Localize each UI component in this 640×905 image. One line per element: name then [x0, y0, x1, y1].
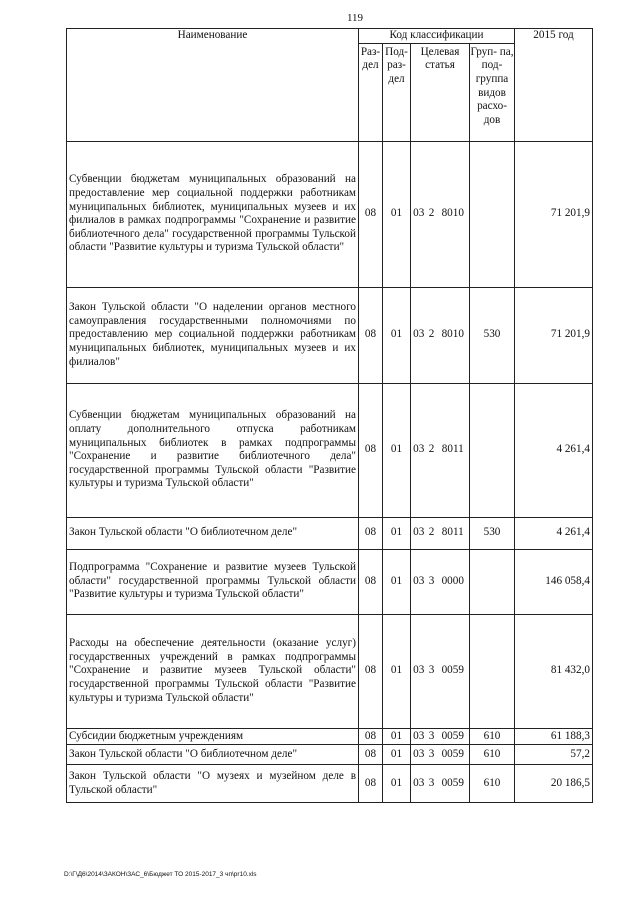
- row-cs-code: 8010: [437, 287, 470, 383]
- row-vid-rashodov: 610: [470, 745, 515, 765]
- row-cs-subprogram: 3: [427, 614, 437, 728]
- row-podrazdel: 01: [383, 728, 411, 745]
- table-row: [67, 728, 593, 745]
- row-vid-rashodov: [470, 141, 515, 287]
- row-cs-code: 0059: [437, 728, 470, 745]
- row-amount: 57,2: [515, 745, 593, 765]
- row-cs-subprogram: 2: [427, 517, 437, 549]
- row-name: Субсидии бюджетным учреждениям: [67, 728, 359, 745]
- row-razdel: 08: [359, 517, 383, 549]
- row-name: Закон Тульской области "О библиотечном деле": [67, 517, 359, 549]
- row-cs-subprogram: 3: [427, 549, 437, 614]
- header-name: Наименование: [67, 29, 359, 142]
- row-razdel: 08: [359, 287, 383, 383]
- row-cs-code: 8010: [437, 141, 470, 287]
- row-vid-rashodov: 610: [470, 728, 515, 745]
- row-name: Закон Тульской области "О музеях и музейном деле в Тульской области": [67, 765, 359, 803]
- row-podrazdel: 01: [383, 549, 411, 614]
- row-razdel: 08: [359, 141, 383, 287]
- row-cs-program: 03: [411, 728, 427, 745]
- row-amount: 61 188,3: [515, 728, 593, 745]
- row-razdel: 08: [359, 765, 383, 803]
- header-classification: Код классификации: [359, 29, 515, 44]
- row-cs-subprogram: 3: [427, 745, 437, 765]
- header-gruppa: Груп- па, под- группа видов расхо- дов: [470, 43, 515, 141]
- row-name: Закон Тульской области "О библиотечном деле": [67, 745, 359, 765]
- row-cs-program: 03: [411, 141, 427, 287]
- header-razdel: Раз- дел: [359, 43, 383, 141]
- row-razdel: 08: [359, 745, 383, 765]
- row-amount: 4 261,4: [515, 517, 593, 549]
- row-cs-code: 0059: [437, 745, 470, 765]
- row-cs-program: 03: [411, 287, 427, 383]
- row-amount: 81 432,0: [515, 614, 593, 728]
- row-cs-program: 03: [411, 517, 427, 549]
- row-podrazdel: 01: [383, 745, 411, 765]
- row-razdel: 08: [359, 728, 383, 745]
- row-vid-rashodov: 610: [470, 765, 515, 803]
- header-podrazdel: Под- раз- дел: [383, 43, 411, 141]
- row-name: Субвенции бюджетам муниципальных образований на оплату дополнительного отпуска работникам муниципальных библиотек в рамках подпрограммы "Сохранение и развитие библиотечного дела" государственной программы Тульской области "Развитие культуры и туризма Тульской области": [67, 383, 359, 517]
- row-amount: 71 201,9: [515, 287, 593, 383]
- row-razdel: 08: [359, 383, 383, 517]
- row-cs-code: 0059: [437, 765, 470, 803]
- header-celevaya: Целевая статья: [411, 43, 470, 141]
- row-name: Подпрограмма "Сохранение и развитие музеев Тульской области" государственной программы Тульской области "Развитие культуры и туризма Тульской области": [67, 549, 359, 614]
- row-amount: 146 058,4: [515, 549, 593, 614]
- row-podrazdel: 01: [383, 141, 411, 287]
- row-vid-rashodov: [470, 549, 515, 614]
- row-cs-program: 03: [411, 765, 427, 803]
- row-cs-subprogram: 2: [427, 383, 437, 517]
- table-row: [67, 383, 593, 517]
- row-vid-rashodov: 530: [470, 517, 515, 549]
- row-name: Расходы на обеспечение деятельности (оказание услуг) государственных учреждений в рамках подпрограммы "Сохранение и развитие музеев Тульской области" государственной программы Тульской области "Развитие культуры и туризма Тульской области": [67, 614, 359, 728]
- row-cs-code: 8011: [437, 383, 470, 517]
- row-podrazdel: 01: [383, 614, 411, 728]
- row-cs-subprogram: 3: [427, 765, 437, 803]
- row-podrazdel: 01: [383, 383, 411, 517]
- table-row: [67, 287, 593, 383]
- header-row-top: [67, 29, 593, 44]
- table-row: [67, 765, 593, 803]
- table-row: [67, 549, 593, 614]
- row-vid-rashodov: 530: [470, 287, 515, 383]
- budget-table: [66, 28, 593, 803]
- row-cs-program: 03: [411, 614, 427, 728]
- file-path-footer: D:\Г\Д6\2014\ЗАКОН\ЗАС_6\Бюджет ТО 2015-2017_3 чп\pr10.xls: [64, 871, 257, 878]
- row-amount: 4 261,4: [515, 383, 593, 517]
- row-name: Закон Тульской области "О наделении органов местного самоуправления государственными полномочиями по предоставлению мер социальной поддержки работникам муниципальных библиотек, муниципальных музеев и их филиалов": [67, 287, 359, 383]
- row-cs-subprogram: 2: [427, 141, 437, 287]
- row-podrazdel: 01: [383, 765, 411, 803]
- row-podrazdel: 01: [383, 287, 411, 383]
- table-row: [67, 517, 593, 549]
- row-vid-rashodov: [470, 383, 515, 517]
- row-razdel: 08: [359, 614, 383, 728]
- row-cs-program: 03: [411, 745, 427, 765]
- row-razdel: 08: [359, 549, 383, 614]
- row-cs-code: 8011: [437, 517, 470, 549]
- table-row: [67, 141, 593, 287]
- row-vid-rashodov: [470, 614, 515, 728]
- row-podrazdel: 01: [383, 517, 411, 549]
- table-body: [67, 141, 593, 803]
- row-cs-program: 03: [411, 383, 427, 517]
- page-number: 119: [346, 12, 364, 24]
- row-cs-subprogram: 2: [427, 287, 437, 383]
- row-cs-subprogram: 3: [427, 728, 437, 745]
- row-amount: 71 201,9: [515, 141, 593, 287]
- row-cs-program: 03: [411, 549, 427, 614]
- table-row: [67, 745, 593, 765]
- row-cs-code: 0000: [437, 549, 470, 614]
- row-name: Субвенции бюджетам муниципальных образований на предоставление мер социальной поддержки работникам муниципальных библиотек, муниципальных музеев и их филиалов в рамках подпрограммы "Сохранение и развитие библиотечного дела" государственной программы Тульской области "Развитие культуры и туризма Тульской области": [67, 141, 359, 287]
- header-year: 2015 год: [515, 29, 593, 142]
- row-cs-code: 0059: [437, 614, 470, 728]
- table-row: [67, 614, 593, 728]
- row-amount: 20 186,5: [515, 765, 593, 803]
